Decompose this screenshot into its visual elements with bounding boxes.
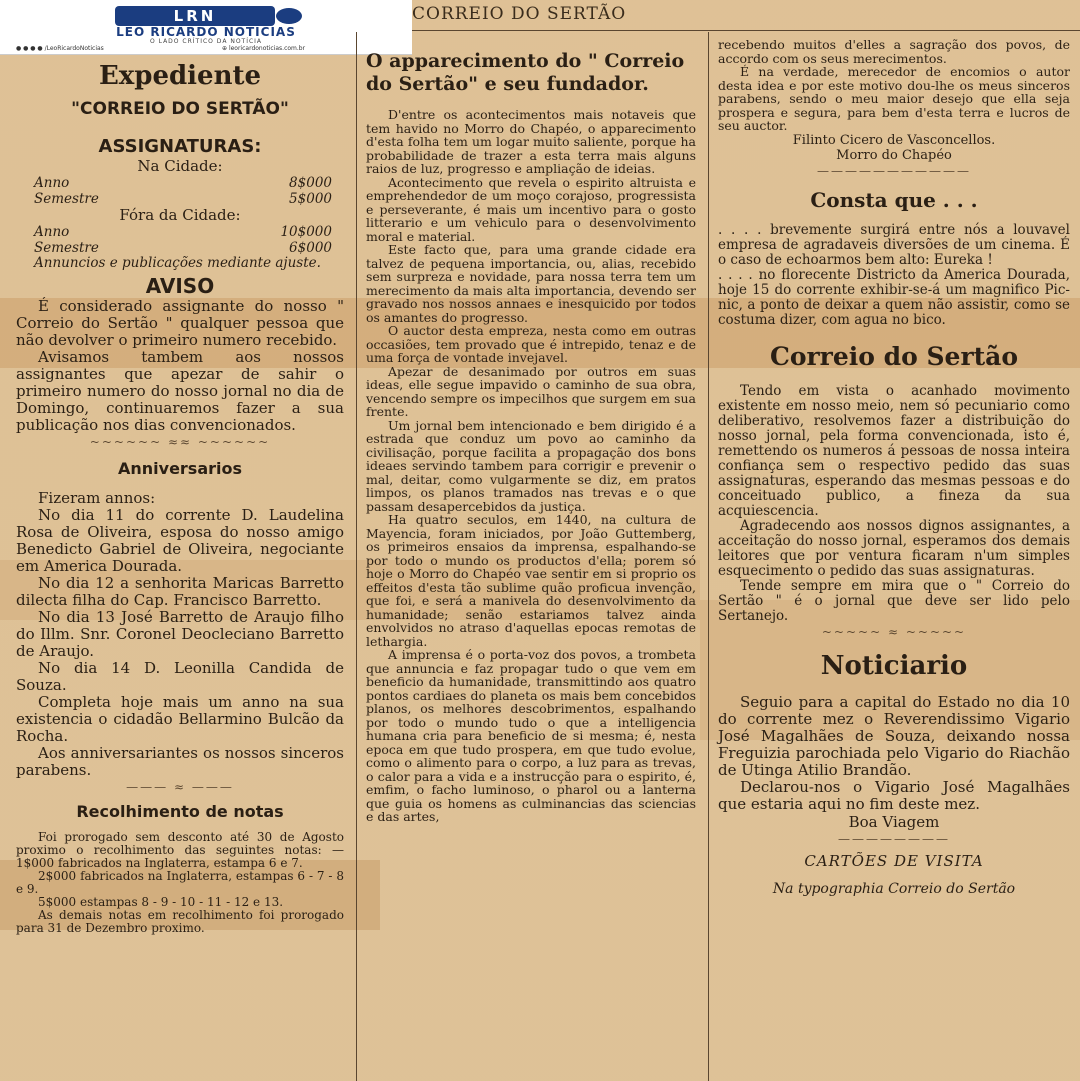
article-paragraph: Um jornal bem intencionado e bem dirigido é a estrada que conduz um povo ao caminho da civilisação, porque facilita a propagação dos bons ideaes servindo tambem para corrigir e prevenir o mal, deitar, como vulgarmente se diz, em pratos limpos, os planos tramados nas trevas e o que passam desapercebidos da justiça. xyxy=(366,417,696,514)
correio-paragraph: Tendo em vista o acanhado movimento existente em nosso meio, nem só pecuniario como deliberativo, resolvemos fazer a distribuição do nosso jornal, pela forma convencionada, isto é, remettendo os numeros á pessoas de nossa inteira confiança sem o respectivo pedido das suas assignaturas, esperando das mesmas pessoas e do conceituado publico, a fineza da sua acquiescencia. xyxy=(718,382,1070,519)
price-row: Anno 8$000 xyxy=(34,175,332,191)
anniv-paragraph: No dia 11 do corrente D. Laudelina Rosa de Oliveira, esposa do nosso amigo Benedicto Gabriel de Oliveira, negociante em America Dourada. xyxy=(16,506,344,575)
article-paragraph: D'entre os acontecimentos mais notaveis que tem havido no Morro do Chapéo, o apparecimento d'esta folha tem um logar muito saliente, porque ha probabilidade de trazer a esta terra mais alguns raios de luz, progresso e ampliação de ideias. xyxy=(366,107,696,176)
column-middle xyxy=(366,50,696,824)
signature-place: Morro do Chapéo xyxy=(836,147,952,163)
article-title: O apparecimento do " Correio do Sertão" e seu fundador. xyxy=(366,50,685,95)
column-divider xyxy=(708,32,709,1081)
article-paragraph: Ha quatro seculos, em 1440, na cultura de Mayencia, foram iniciados, por João Guttemberg, os primeiros ensaios da imprensa, espalhando-se por todo o mundo os productos d'ella; porem só hoje o Morro do Chapéo vae sentir em si proprio os effeitos d'esta tão sublime quão proficua invenção, que foi, e será a manivela do desenvolvimento da humanidade; senão estariamos talvez ainda envolvidos no atraso d'aquellas epocas remotas de lethargia. xyxy=(366,512,696,649)
price-row: Semestre 6$000 xyxy=(34,240,332,256)
aviso-paragraph: É considerado assignante do nosso " Correio do Sertão " qualquer pessoa que não devolver o primeiro numero recebido. xyxy=(16,297,344,349)
article-continuation: recebendo muitos d'elles a sagração dos povos, de accordo com os seus merecimentos. xyxy=(718,37,1070,66)
logo-website: ⊕ leoricardonoticias.com.br xyxy=(222,45,306,52)
article-paragraph: Acontecimento que revela o espirito altruista e emprehendedor de um moço corajoso, progressista e perseverante, é mais um incentivo para o gosto litterario e um vehiculo para o desenvolvimento moral e material. xyxy=(366,174,696,244)
ornament-divider: ——— ≈ ——— xyxy=(126,780,234,794)
aviso-paragraph: Avisamos tambem aos nossos assignantes que apezar de sahir o primeiro numero do nosso jornal no dia de Domingo, continuaremos fazer a sua publicação nos dias convencionados. xyxy=(16,348,344,434)
column-right xyxy=(718,38,1070,899)
notes-paragraph: 5$000 estampas 8 - 9 - 10 - 11 - 12 e 13. xyxy=(38,895,284,909)
article-paragraph: O auctor desta empreza, nesta como em outras occasiões, tem provado que é intrepido, tenaz e de uma força de vontade invejavel. xyxy=(366,323,696,365)
notes-heading: Recolhimento de notas xyxy=(76,802,284,821)
cartoes-heading: CARTÕES DE VISITA xyxy=(804,851,984,870)
anniv-paragraph: Aos anniversariantes os nossos sinceros parabens. xyxy=(16,744,344,779)
divider xyxy=(412,30,1080,31)
outside-heading: Fóra da Cidade: xyxy=(119,206,241,224)
correio-heading: Correio do Sertão xyxy=(769,341,1019,371)
anniv-paragraph: No dia 14 D. Leonilla Candida de Souza. xyxy=(16,659,344,694)
site-logo-banner[interactable] xyxy=(0,0,412,55)
aviso-heading: AVISO xyxy=(145,274,215,298)
noticiario-paragraph: Declarou-nos o Vigario José Magalhães que estaria aqui no fim deste mez. xyxy=(718,777,1070,813)
column-left xyxy=(16,60,344,935)
logo-title: LEO RICARDO NOTÍCIAS xyxy=(116,25,296,39)
article-paragraph: Este facto que, para uma grande cidade era talvez de pequena importancia, ou, alias, recebido sem surpreza e novidade, para nossa terra tem um merecimento da mais alta importancia, devendo ser gravado nos nossos annaes e inesquicido por todos os amantes do progresso. xyxy=(366,242,696,325)
notes-paragraph: Foi prorogado sem desconto até 30 de Agosto proximo o recolhimento das seguintes notas: — 1$000 fabricados na Inglaterra, estampa 6 e 7. xyxy=(16,830,344,870)
notes-paragraph: 2$000 fabricados na Inglaterra, estampas 6 - 7 - 8 e 9. xyxy=(16,869,344,896)
logo-social-handle: ● ● ● ● /LeoRicardoNoticias xyxy=(16,45,104,52)
anniv-paragraph: Completa hoje mais um anno na sua existencia o cidadão Bellarmino Bulcão da Rocha. xyxy=(16,693,344,745)
article-paragraph: É na verdade, merecedor de encomios o autor desta idea e por este motivo dou-lhe os meus sinceros parabens, sendo o meu maior desejo que ella seja prospera e segura, para bem d'esta terra e lucros de seu auctor. xyxy=(718,64,1070,133)
expediente-title: Expediente xyxy=(98,61,262,91)
anniv-paragraph: Fizeram annos: xyxy=(38,489,156,507)
anniv-paragraph: No dia 12 a senhorita Maricas Barretto dilecta filha do Cap. Francisco Barretto. xyxy=(16,574,344,609)
ornament-divider: ~~~~~~ ≈≈ ~~~~~~ xyxy=(89,435,271,449)
article-paragraph: A imprensa é o porta-voz dos povos, a trombeta que annuncia e faz propagar tudo o que vem em beneficio da humanidade, transmittindo aos quatro pontos cardiaes do planeta os mais bem concebidos planos, os melhores descobrimentos, espalhando por todo o mundo tudo o que a intelligencia humana cria para beneficio de si mesma; é, nesta epoca em que tudo prospera, em que tudo evolue, como o alimento para o corpo, a luz para as trevas, o calor para a vida e a instrucção para o espirito, é, emfim, o facho luminoso, o pharol ou a lanterna que guia os homens as culminancias das sciencias e das artes, xyxy=(366,647,696,824)
globe-icon: ⊕ xyxy=(222,45,229,52)
masthead: CORREIO DO SERTÃO xyxy=(412,4,627,24)
anniversaries-heading: Anniversarios xyxy=(117,459,243,478)
logo-subtitle: O LADO CRÍTICO DA NOTÍCIA xyxy=(149,38,263,45)
ads-line: Annuncios e publicações mediante ajuste. xyxy=(34,255,321,271)
consta-paragraph: . . . . brevemente surgirá entre nós a louvavel empresa de agradaveis diversões de um cinema. É o caso de echoarmos bem alto: Eureka ! xyxy=(718,221,1070,268)
subscriptions-heading: ASSIGNATURAS: xyxy=(98,136,262,157)
article-paragraph: Apezar de desanimado por outros em suas ideas, elle segue impavido o caminho de sua obra, vencendo sempre os impecilhos que surgem em sua frente. xyxy=(366,363,696,419)
boa-viagem: Boa Viagem xyxy=(848,812,940,831)
social-icons: ● ● ● ● xyxy=(16,45,45,52)
ornament-divider: ~~~~~ ≈ ~~~~~ xyxy=(821,624,967,639)
notes-paragraph: As demais notas em recolhimento foi prorogado para 31 de Dezembro proximo. xyxy=(16,908,344,935)
consta-heading: Consta que . . . xyxy=(810,187,978,212)
typography-line: Na typographia Correio do Sertão xyxy=(772,880,1016,897)
expediente-subtitle: "CORREIO DO SERTÃO" xyxy=(71,99,289,119)
signature: Filinto Cicero de Vasconcellos. xyxy=(792,132,996,148)
correio-paragraph: Agradecendo aos nossos dignos assignantes, a acceitação do nosso jornal, esperamos dos demais leitores que por ventura ficaram n'um simples esquecimento o pedido das suas assignaturas. xyxy=(718,517,1070,579)
price-row: Semestre 5$000 xyxy=(34,191,332,207)
city-heading: Na Cidade: xyxy=(137,157,223,175)
correio-paragraph: Tende sempre em mira que o " Correio do Sertão " é o jornal que deve ser lido pelo Sertanejo. xyxy=(718,577,1070,624)
logo-mark: LRN xyxy=(115,6,275,26)
noticiario-heading: Noticiario xyxy=(820,650,968,681)
divider: ———————— xyxy=(838,831,950,846)
logo-swoosh-icon xyxy=(276,8,302,24)
consta-paragraph: . . . . no florecente Districto da America Dourada, hoje 15 do corrente exhibir-se-á um magnifico Pic-nic, a ponto de deixar a quem não assistir, como se costuma dizer, com agua no bico. xyxy=(718,266,1070,328)
price-row: Anno 10$000 xyxy=(34,224,332,240)
divider: ——————————— xyxy=(817,163,971,178)
anniv-paragraph: No dia 13 José Barretto de Araujo filho do Illm. Snr. Coronel Deocleciano Barretto de Araujo. xyxy=(16,608,344,660)
noticiario-paragraph: Seguio para a capital do Estado no dia 10 do corrente mez o Reverendissimo Vigario José Magalhães de Souza, deixando nossa Freguizia parochiada pelo Vigario do Riachão de Utinga Atilio Brandão. xyxy=(718,692,1070,779)
column-divider xyxy=(356,32,357,1081)
